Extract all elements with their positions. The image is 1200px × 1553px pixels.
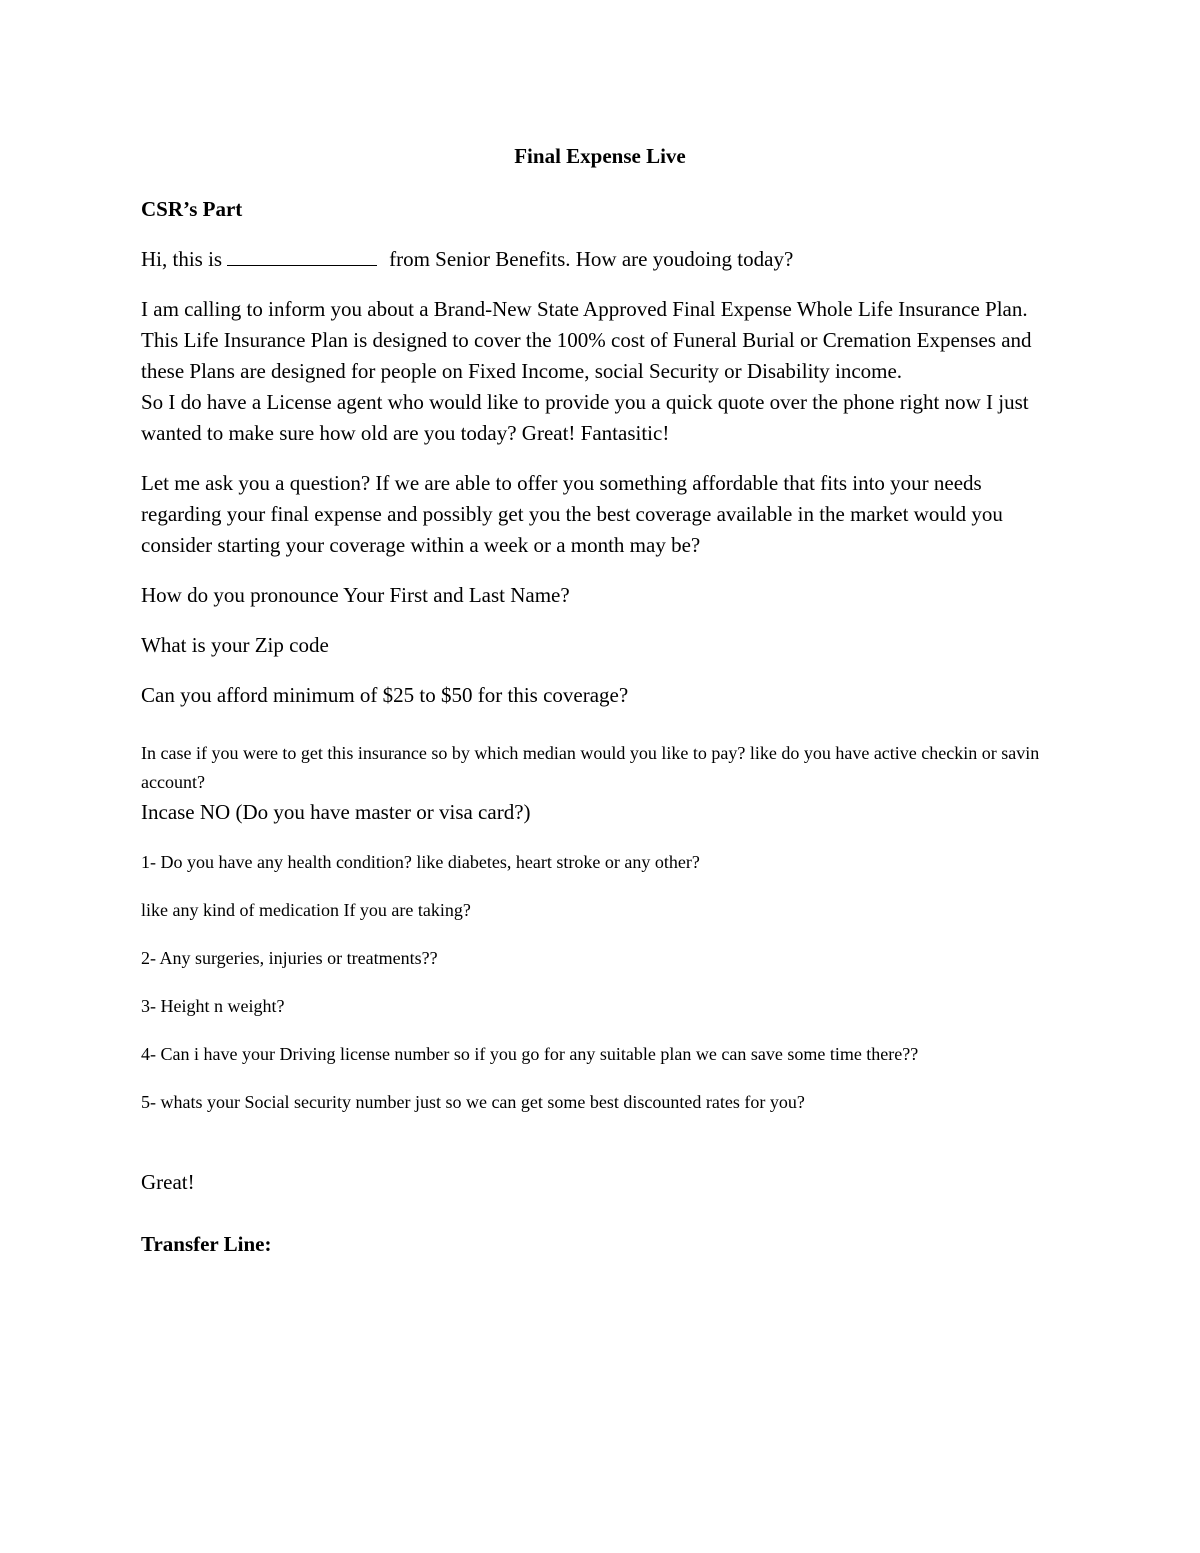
name-question: How do you pronounce Your First and Last Name? xyxy=(141,583,570,607)
document-title: Final Expense Live xyxy=(514,144,686,168)
intro-paragraph-1: I am calling to inform you about a Brand-New State Approved Final Expense Whole Life Insurance Plan. xyxy=(141,297,1028,321)
greeting-prefix: Hi, this is xyxy=(141,247,223,271)
afford-question: Can you afford minimum of $25 to $50 for this coverage? xyxy=(141,683,629,707)
closing-line: Great! xyxy=(141,1170,195,1194)
intro-paragraph-2: This Life Insurance Plan is designed to cover the 100% cost of Funeral Burial or Cremation Expenses and these Plans are designed for people on Fixed Income, social Security or Disability income. xyxy=(141,328,1032,383)
medication-question: like any kind of medication If you are taking? xyxy=(141,900,471,920)
health-question-1: 1- Do you have any health condition? like diabetes, heart stroke or any other? xyxy=(141,852,700,872)
name-blank xyxy=(227,247,377,266)
greeting-line xyxy=(141,244,1061,275)
zip-question: What is your Zip code xyxy=(141,633,329,657)
document-body xyxy=(141,194,1061,1260)
intro-paragraph-3: So I do have a License agent who would like to provide you a quick quote over the phone right now I just wanted to make sure how old are you today? Great! Fantasitic! xyxy=(141,390,1029,445)
health-question-3: 3- Height n weight? xyxy=(141,996,285,1016)
section-heading: CSR’s Part xyxy=(141,197,243,221)
greeting-suffix: from Senior Benefits. How are youdoing today? xyxy=(389,247,794,271)
incase-no-line: Incase NO (Do you have master or visa card?) xyxy=(141,800,531,824)
health-question-5: 5- whats your Social security number just so we can get some best discounted rates for you? xyxy=(141,1092,805,1112)
transfer-heading: Transfer Line: xyxy=(141,1232,272,1256)
health-question-2: 2- Any surgeries, injuries or treatments?? xyxy=(141,948,438,968)
health-question-4: 4- Can i have your Driving license number so if you go for any suitable plan we can save some time there?? xyxy=(141,1044,919,1064)
question-paragraph: Let me ask you a question? If we are able to offer you something affordable that fits into your needs regarding your final expense and possibly get you the best coverage available in the market would you consider starting your coverage within a week or a month may be? xyxy=(141,471,1003,557)
payment-question: In case if you were to get this insurance so by which median would you like to pay? like do you have active checkin or savin account? xyxy=(141,743,1040,792)
